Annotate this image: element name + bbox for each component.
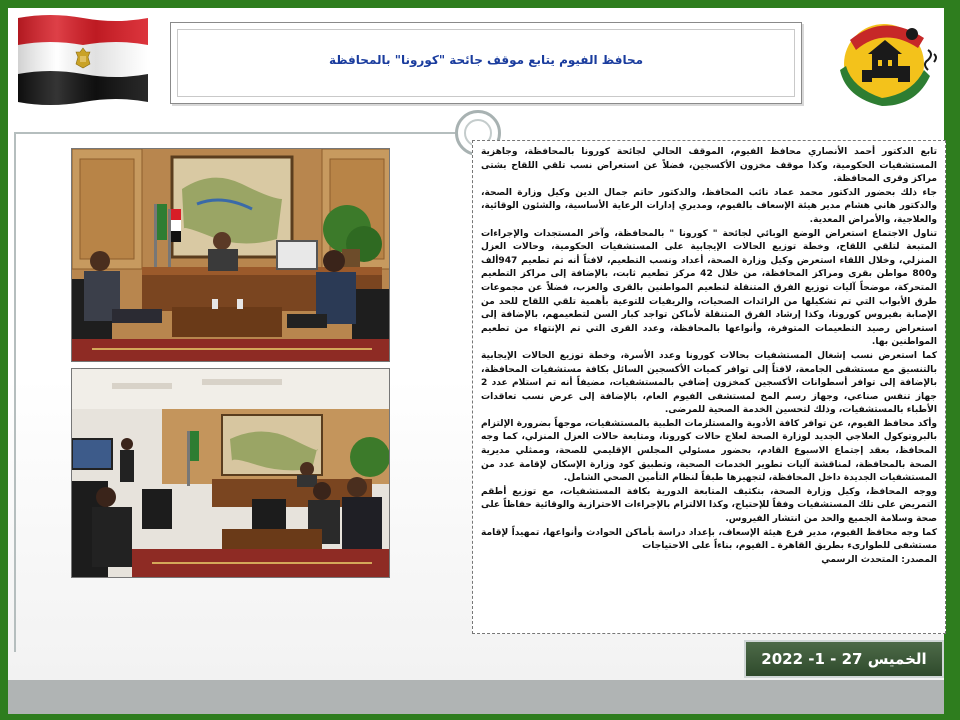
date-badge: الخميس 27 - 1- 2022 <box>744 640 944 678</box>
article-paragraph: ووجه المحافظ، وكيل وزارة الصحة، بتكثيف المتابعة الدورية بكافة المستشفيات، مع توزيع أطقم التمريض على تلك المستشفيات وفقاً للإحتياج، وكذا الالتزام بالإجراءات الاحترازية والوقائية حفاظاً على صحة وسلامة الجميع والحد من انتشار الفيروس. <box>481 486 937 525</box>
article-paragraph: كما استعرض نسب إشغال المستشفيات بحالات كورونا وعدد الأسرة، وخطة توزيع الحالات الإيجابية بالتنسيق مع مستشفى الجامعة، لافتاً إلى توافر كميات الأكسجين السائل بكافة مستشفيات المحافظة، بالإضافة إلى توافر أسطوانات الأكسجين كمخزون إضافي بالمستشفيات، مضيفاً أنه تم استلام عدد 2 جهاز تنفس صناعي، وجهاز رسم المخ لمستشفى الفيوم العام، بالإضافة إلى عرض نسب تعاقدات الأطباء بالمستشفيات، وذلك لتحسين الخدمة الصحية للمرضى. <box>481 350 937 416</box>
article-paragraph: كما وجه محافظ الفيوم، مدير فرع هيئة الإسعاف، بإعداد دراسة بأماكن الحوادث وأنواعها، تمهيداً لإقامة مستشفى للطوارىء بطريق القاهرة ـ الفيوم، بناءاً على الاحتياجات <box>481 527 937 552</box>
article-source: المصدر: المتحدث الرسمي <box>821 554 937 565</box>
page-title: محافظ الفيوم يتابع موقف جائحة "كورونا" بالمحافظة <box>328 53 644 67</box>
article-text <box>472 140 946 634</box>
article-paragraph: تناول الاجتماع استعراض الوضع الوبائي لجائحة " كورونا " بالمحافظة، وآخر المستجدات والإجراءات المتبعة لتلقي اللقاح، وخطة توزيع الحالات الإيجابية على المستشفيات الحكومية، وحالات العزل المنزلي، وخلال اللقاء استعرض وكيل وزارة الصحة، أعداد ونسب التطعيم، لافتاً أنه تم تطعيم 947ألف و800 مواطن بقرى ومراكز المحافظة، من خلال 42 مركز تطعيم ثابت، بالإضافة إلى مراكز التطعيم المتحركة، موضحاً آليات توزيع الفرق المتنقلة لتطعيم المواطنين بالقرى والعزب، فضلاً عن مجموعات طرق الأبواب التي تم تشكيلها من الرائدات الصحيات، والريفيات للتوعية بأهمية تلقي اللقاح للحد من الإصابة بفيروس كورونا، وكذا إرشاد الفرق المتنقلة لأماكن تواجد كبار السن لتطعيمهم، بالإضافة إلى استعراض رصيد التطعيمات المتوفرة، وأنواعها بالمحافظة، وعدد القرى التي تم الإنتهاء من تطعيم المواطنين بها. <box>481 228 937 348</box>
article-paragraph: وأكد محافظ الفيوم، عن توافر كافة الأدوية والمستلزمات الطبية بالمستشفيات، موجهاً بضرورة الإلتزام بالبروتوكول العلاجي الجديد لوزارة الصحة لعلاج حالات كورونا، ومتابعة حالات العزل المنزلي، كما وجه المحافظ، بعقد إجتماع الاسبوع القادم، بحضور مسئولي المجلس الإقليمي للصحة، وممثلي مديرية الصحة بالمحافظة، لمناقشة آليات تطوير الخدمات الصحية، وتطبيق كود وزارة الإسكان لإقامة عدد من المستشفيات الجديدة داخل المحافظة، لتجهيزها طبقاً لنظام التأمين الصحي الشامل. <box>481 418 937 484</box>
article-paragraph: تابع الدكتور أحمد الأنصاري محافظ الفيوم، الموقف الحالي لجائحة كورونا بالمحافظة، وجاهزية المستشفيات الحكومية، وكذا موقف مخزون الأكسجين، فضلاً عن استعراض نسب تلقي اللقاح بشتى مراكز وقرى المحافظة. <box>481 147 937 185</box>
meeting-photo-1 <box>71 148 390 362</box>
article-paragraph: جاء ذلك بحضور الدكتور محمد عماد نائب المحافظ، والدكتور حاتم جمال الدين وكيل وزارة الصحة، والدكتور هاني هشام مدير هيئة الإسعاف بالفيوم، ومديري إدارات الرعاية الأساسية، والشئون الوقائية، والعلاجية، والأمراض المعدية. <box>481 187 937 225</box>
meeting-photo-2 <box>71 368 390 578</box>
egypt-flag-icon <box>16 12 150 106</box>
fayoum-governorate-logo-icon <box>832 10 944 110</box>
divider-line-horizontal <box>14 132 455 134</box>
bottom-band <box>8 680 944 714</box>
divider-line-vertical <box>14 132 16 652</box>
title-box <box>170 22 802 104</box>
